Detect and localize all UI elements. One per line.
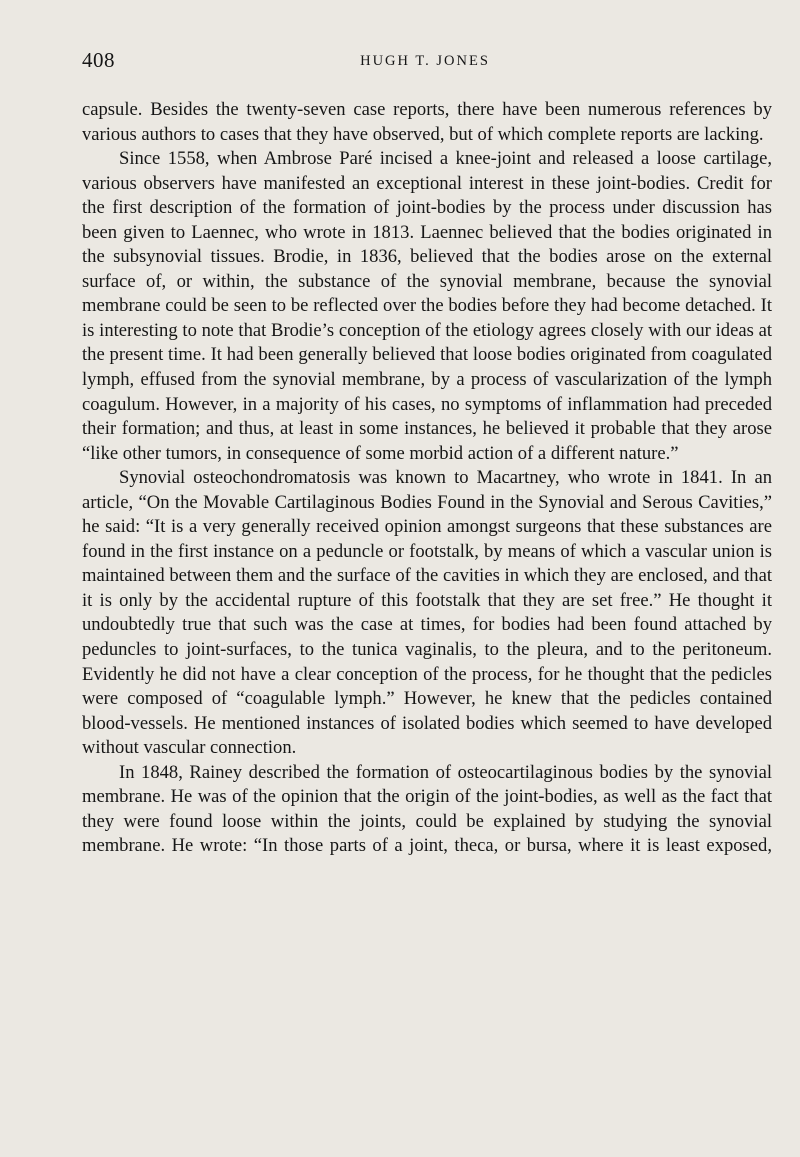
- page-number: 408: [82, 48, 115, 72]
- body-text: [82, 98, 772, 859]
- paragraph-3: Synovial osteochondromatosis was known to Macartney, who wrote in 1841. In an article, “On the Movable Cartilaginous Bodies Found in the Synovial and Serous Cavities,” he said: “It is a very generally received opinion amongst surgeons that these substances are found in the first instance on a peduncle or footstalk, by means of which a vascular union is maintained between them and the surface of the cavities in which they are enclosed, and that it is only by the accidental rupture of this footstalk that they are set free.” He thought it undoubtedly true that such was the case at times, for bodies had been found attached by peduncles to joint-surfaces, to the tunica vaginalis, to the pleura, and to the peritoneum. Evidently he did not have a clear conception of the process, for he thought that the pedicles were composed of “coagulable lymph.” However, he knew that the pedicles contained blood-vessels. He mentioned instances of isolated bodies which seemed to have developed without vascular connection.: [82, 467, 772, 759]
- paragraph-1: capsule. Besides the twenty-seven case reports, there have been numerous references by various authors to cases that they have observed, but of which complete reports are lacking.: [82, 99, 772, 145]
- paragraph-4: In 1848, Rainey described the formation of osteocartilaginous bodies by the synovial membrane. He was of the opinion that the origin of the joint-bodies, as well as the fact that they were found loose within the joints, could be explained by studying the synovial membrane. He wrote: “In those parts of a joint, theca, or bursa, where it is least exposed,: [82, 761, 772, 857]
- running-head: HUGH T. JONES: [360, 53, 490, 69]
- paragraph-2: Since 1558, when Ambrose Paré incised a knee-joint and released a loose cartilage, various observers have manifested an exceptional interest in these joint-bodies. Credit for the first description of the formation of joint-bodies by the process under discussion has been given to Laennec, who wrote in 1813. Laennec believed that the bodies originated in the subsynovial tissues. Brodie, in 1836, believed that the bodies arose on the external surface of, or within, the substance of the synovial membrane, because the synovial membrane could be seen to be reflected over the bodies before they had become detached. It is interesting to note that Brodie’s conception of the etiology agrees closely with our ideas at the present time. It had been generally believed that loose bodies originated from coagulated lymph, effused from the synovial membrane, by a process of vascularization of the lymph coagulum. However, in a majority of his cases, no symptoms of inflammation had preceded their formation; and thus, at least in some instances, he believed it probable that they arose “like other tumors, in consequence of some morbid action of a different nature.”: [82, 148, 772, 464]
- page-header: [80, 48, 770, 78]
